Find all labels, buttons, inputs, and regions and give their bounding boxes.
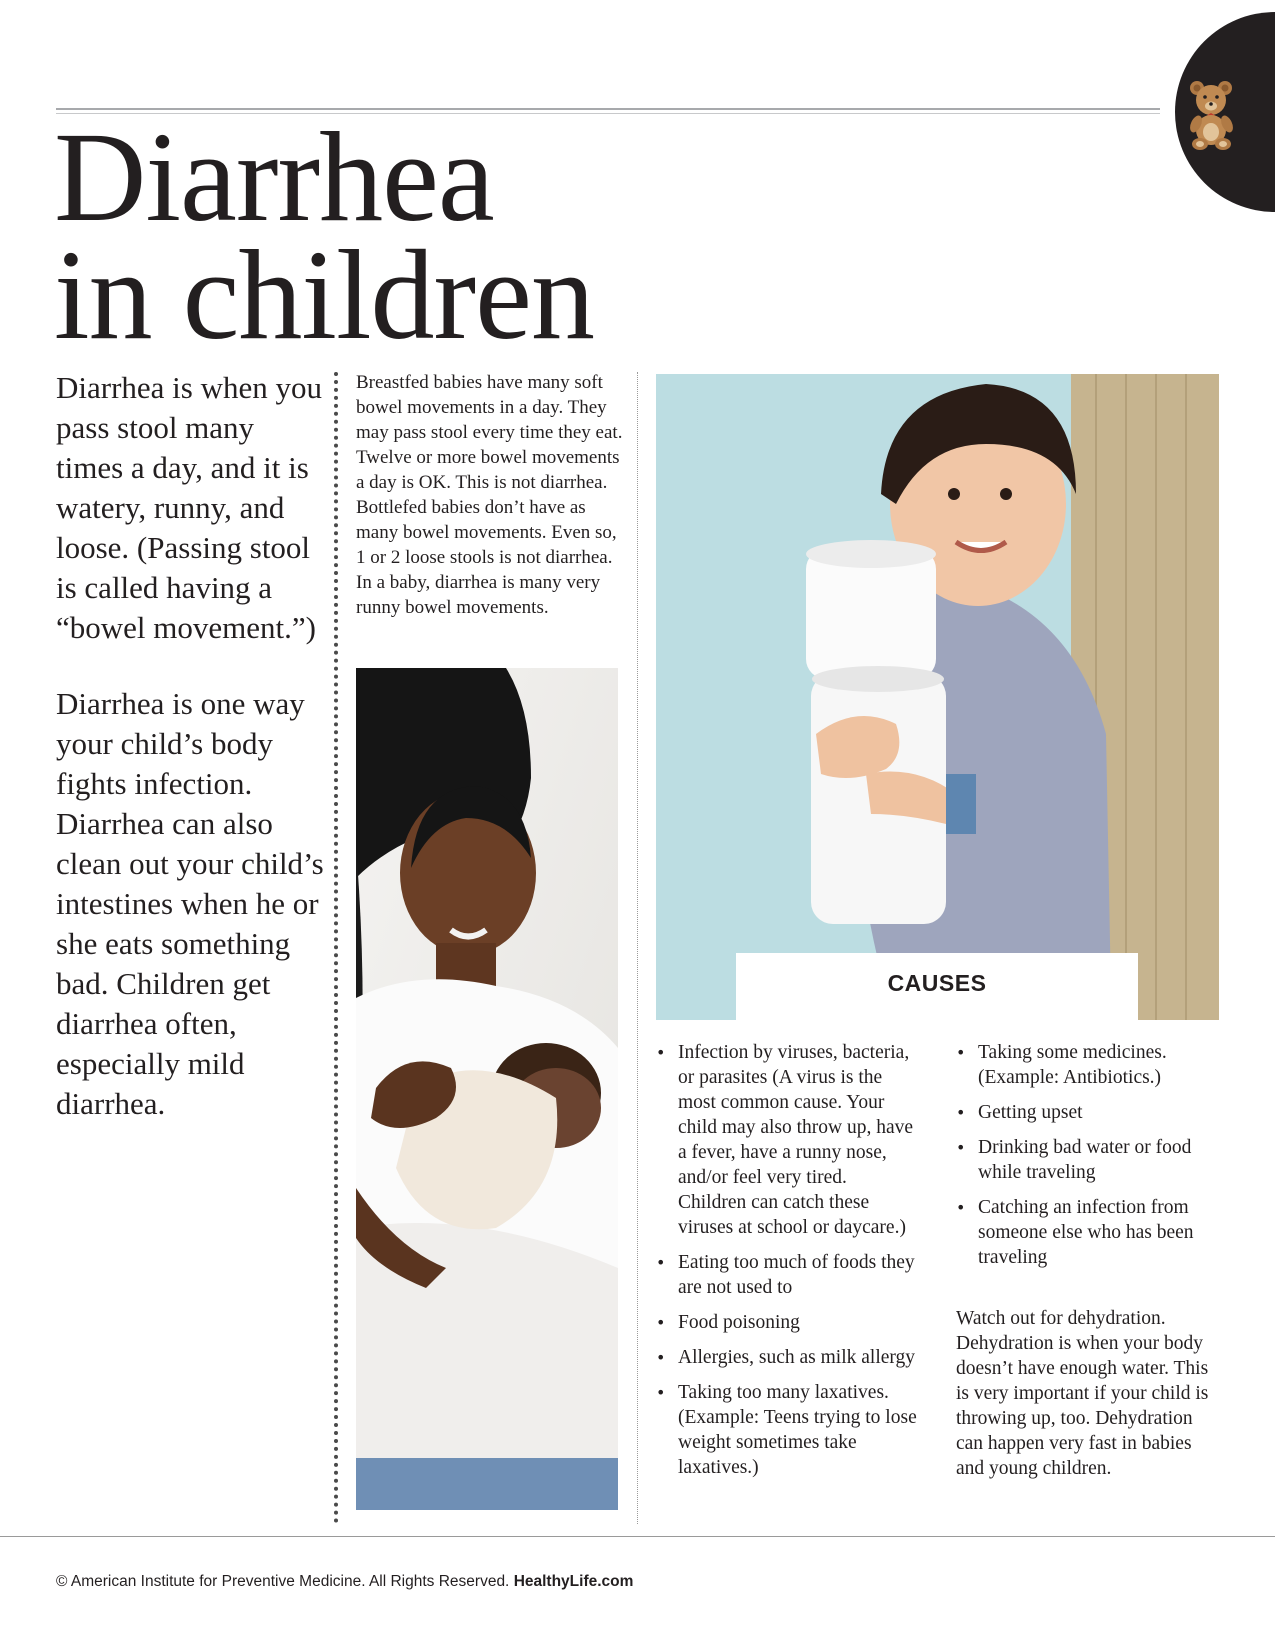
- list-item: • Food poisoning: [656, 1310, 918, 1335]
- intro-paragraph-2: Diarrhea is one way your child’s body fights infection. Diarrhea can also clean out your child’s intestines when he or she eats something bad. Children get diarrhea often, especially mild diarrhea.: [56, 686, 324, 1121]
- title-line-2: in children: [54, 224, 594, 366]
- babies-paragraph: Breastfed babies have many soft bowel movements in a day. They may pass stool every time they eat. Twelve or more bowel movements a day is OK. This is not diarrhea. Bottlefed babies don’t have as many bowel movements. Even so, 1 or 2 loose stools is not diarrhea. In a baby, diarrhea is many very runny bowel movements.: [356, 372, 623, 618]
- teddy-bear-icon: [1183, 72, 1249, 152]
- list-item: • Taking some medicines. (Example: Antibiotics.): [956, 1040, 1218, 1090]
- copyright-text: © American Institute for Preventive Medicine. All Rights Reserved.: [56, 1573, 510, 1590]
- causes-heading: CAUSES: [887, 970, 987, 996]
- dehydration-paragraph: Watch out for dehydration. Dehydration is when your body doesn’t have enough water. This is very important if your child is throwing up, too. Dehydration can happen very fast in babies and young children.: [956, 1308, 1209, 1479]
- page-title: [54, 106, 594, 366]
- site-link[interactable]: HealthyLife.com: [513, 1573, 634, 1590]
- list-item: • Catching an infection from someone else who has been traveling: [956, 1195, 1218, 1270]
- list-item: • Taking too many laxatives. (Example: Teens trying to lose weight sometimes take laxatives.): [656, 1380, 918, 1480]
- intro-paragraph-1: Diarrhea is when you pass stool many times a day, and it is watery, runny, and loose. (Passing stool is called having a “bowel movement.”): [56, 370, 322, 645]
- title-line-1: Diarrhea: [54, 106, 494, 248]
- intro-column: [56, 368, 326, 1160]
- list-item: • Allergies, such as milk allergy: [656, 1345, 918, 1370]
- list-item: • Infection by viruses, bacteria, or parasites (A virus is the most common cause. Your child may also throw up, have a fever, have a runny nose, and/or feel very tired. Children can catch these viruses at school or daycare.): [656, 1040, 918, 1240]
- list-item: • Eating too much of foods they are not used to: [656, 1250, 918, 1300]
- causes-list-right: [956, 1040, 1218, 1280]
- mother-baby-photo: [356, 668, 618, 1510]
- list-item: • Drinking bad water or food while traveling: [956, 1135, 1218, 1185]
- boy-with-toilet-paper-photo: [656, 374, 1219, 1020]
- dotted-divider: [334, 372, 338, 1524]
- footer-rule: [0, 1536, 1275, 1537]
- list-item: • Getting upset: [956, 1100, 1218, 1125]
- footer: [56, 1573, 633, 1591]
- causes-list-left: [656, 1040, 918, 1490]
- thin-dotted-divider: [637, 372, 638, 1524]
